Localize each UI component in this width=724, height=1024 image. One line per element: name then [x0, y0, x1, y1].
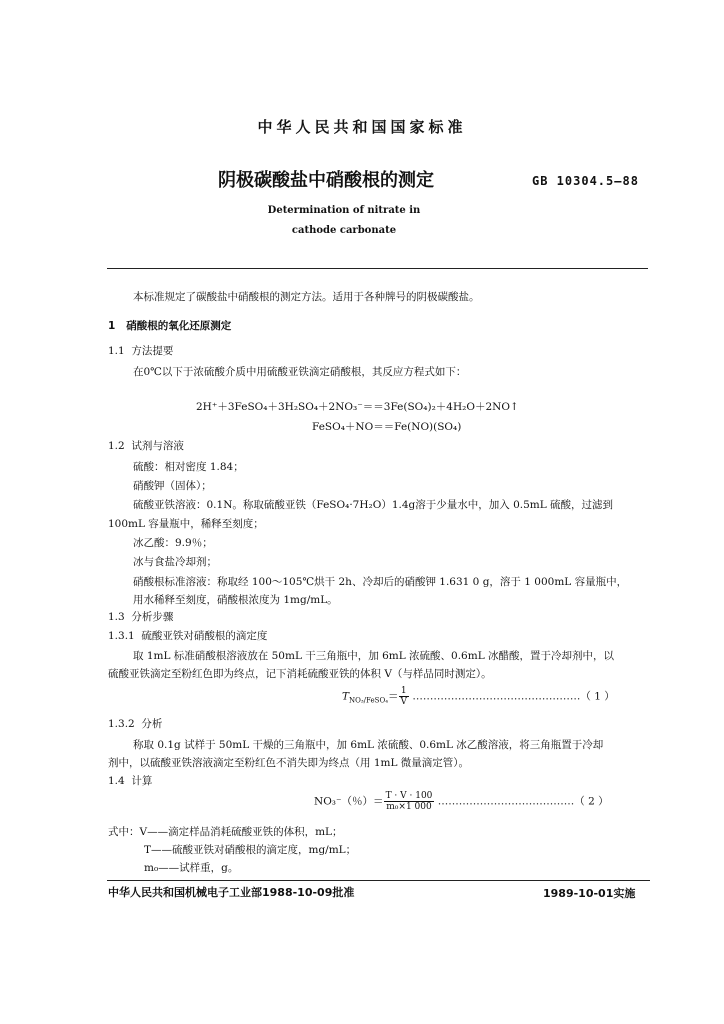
reaction-equation-1: 2H⁺＋3FeSO₄＋3H₂SO₄＋2NO₃⁻＝＝3Fe(SO₄)₂＋4H₂O＋2NO↑ [196, 401, 519, 413]
equation-fraction [399, 686, 410, 707]
reagent-item-continued: 100mL 容量瓶中，稀释至刻度； [108, 518, 264, 530]
section-title: 方法提要 [131, 345, 174, 357]
section-1-4-heading [108, 773, 152, 788]
equation-tag: …………………………………………（ 1 ） [412, 690, 615, 703]
section-number: 1.3 [108, 611, 125, 623]
equation-lhs: NO₃⁻（％）＝ [314, 795, 384, 808]
fraction-numerator: T · V · 100 [385, 791, 433, 801]
equation-tag: …………………………………（ 2 ） [437, 795, 609, 808]
intro-paragraph: 本标准规定了碳酸盐中硝酸根的测定方法。适用于各种牌号的阴极碳酸盐。 [133, 291, 480, 303]
fraction-denominator: m₀×1 000 [386, 802, 432, 812]
section-title: 分析步骤 [131, 611, 174, 623]
titer-equation: $T_{NO_3/FeSO_4}=$ $\frac{1}{V}$ …………………………………………（ 1 ） [342, 686, 615, 707]
reagent-item: 硫酸：相对密度 1.84； [133, 461, 244, 473]
where-clause-v: 式中：V——滴定样品消耗硫酸亚铁的体积，mL； [108, 826, 343, 838]
fraction-numerator: 1 [399, 686, 410, 697]
reaction-equation-2: FeSO₄＋NO＝＝Fe(NO)(SO₄) [312, 421, 462, 433]
section-1-3-2-heading [108, 716, 162, 731]
equation-symbol: T [342, 690, 350, 703]
section-title: 硫酸亚铁对硝酸根的滴定度 [141, 630, 268, 642]
document-title: 阴极碳酸盐中硝酸根的测定 [218, 170, 434, 191]
where-clause-m: m₀——试样重，g。 [144, 862, 239, 874]
section-number: 1.2 [108, 440, 125, 452]
section-1-1-heading [108, 343, 173, 358]
section-title: 试剂与溶液 [131, 440, 184, 452]
section-number: 1.1 [108, 345, 125, 357]
section-number: 1.3.2 [108, 718, 135, 730]
analysis-procedure-line-2: 剂中，以硫酸亚铁溶液滴定至粉红色不消失即为终点（用 1mL 微量滴定管）。 [108, 757, 470, 769]
section-1-3-1-heading [108, 628, 267, 643]
fraction-denominator: V [400, 697, 408, 707]
titer-procedure-line-2: 硫酸亚铁滴定至粉红色即为终点，记下消耗硫酸亚铁的体积 V（与样品同时测定）。 [108, 668, 492, 680]
section-number: 1.4 [108, 775, 125, 787]
equation-subscript: NO₃/FeSO₄ [349, 696, 389, 705]
reagent-item: 硫酸亚铁溶液：0.1N。称取硫酸亚铁（FeSO₄·7H₂O）1.4g溶于少量水中，加入 0.5mL 硫酸，过滤到 [133, 499, 614, 511]
titer-procedure-line-1: 取 1mL 标准硝酸根溶液放在 50mL 干三角瓶中，加 6mL 浓硫酸、0.6mL 冰醋酸，置于冷却剂中，以 [133, 650, 614, 662]
section-1-heading [108, 318, 231, 333]
section-title: 计算 [131, 775, 153, 787]
effective-date: 1989-10-01实施 [543, 887, 636, 900]
calculation-equation [314, 791, 609, 812]
section-title: 分析 [141, 718, 163, 730]
section-title: 硝酸根的氧化还原测定 [126, 320, 232, 332]
method-summary-text: 在0℃以下于浓硫酸介质中用硫酸亚铁滴定硝酸根，其反应方程式如下： [133, 366, 467, 378]
header-rule [107, 268, 648, 269]
equation-fraction [384, 791, 435, 812]
footer-rule [107, 880, 650, 881]
section-number: 1.3.1 [108, 630, 135, 642]
reagent-item: 冰乙酸：9.9％； [133, 537, 213, 549]
section-1-2-heading [108, 438, 184, 453]
reagent-item-continued: 用水稀释至刻度，硝酸根浓度为 1mg/mL。 [133, 594, 338, 606]
section-number: 1 [108, 320, 116, 332]
standard-number: GB 10304.5—88 [532, 174, 639, 188]
english-title-line-1: Determination of nitrate in [267, 205, 421, 216]
reagent-item: 硝酸钾（固体）； [133, 480, 212, 492]
section-1-3-heading [108, 609, 173, 624]
english-title-line-2: cathode carbonate [291, 225, 397, 236]
where-clause-t: T——硫酸亚铁对硝酸根的滴定度，mg/mL； [144, 844, 357, 856]
standard-org-header: 中华人民共和国国家标准 [257, 118, 467, 136]
reagent-item: 冰与食盐冷却剂； [133, 556, 217, 568]
approval-issuer: 中华人民共和国机械电子工业部1988-10-09批准 [108, 886, 355, 899]
reagent-item: 硝酸根标准溶液：称取经 100～105℃烘干 2h、冷却后的硝酸钾 1.631 0 g，溶于 1 000mL 容量瓶中， [133, 576, 628, 588]
analysis-procedure-line-1: 称取 0.1g 试样于 50mL 干燥的三角瓶中，加 6mL 浓硫酸、0.6mL 冰乙酸溶液，将三角瓶置于冷却 [133, 739, 604, 751]
